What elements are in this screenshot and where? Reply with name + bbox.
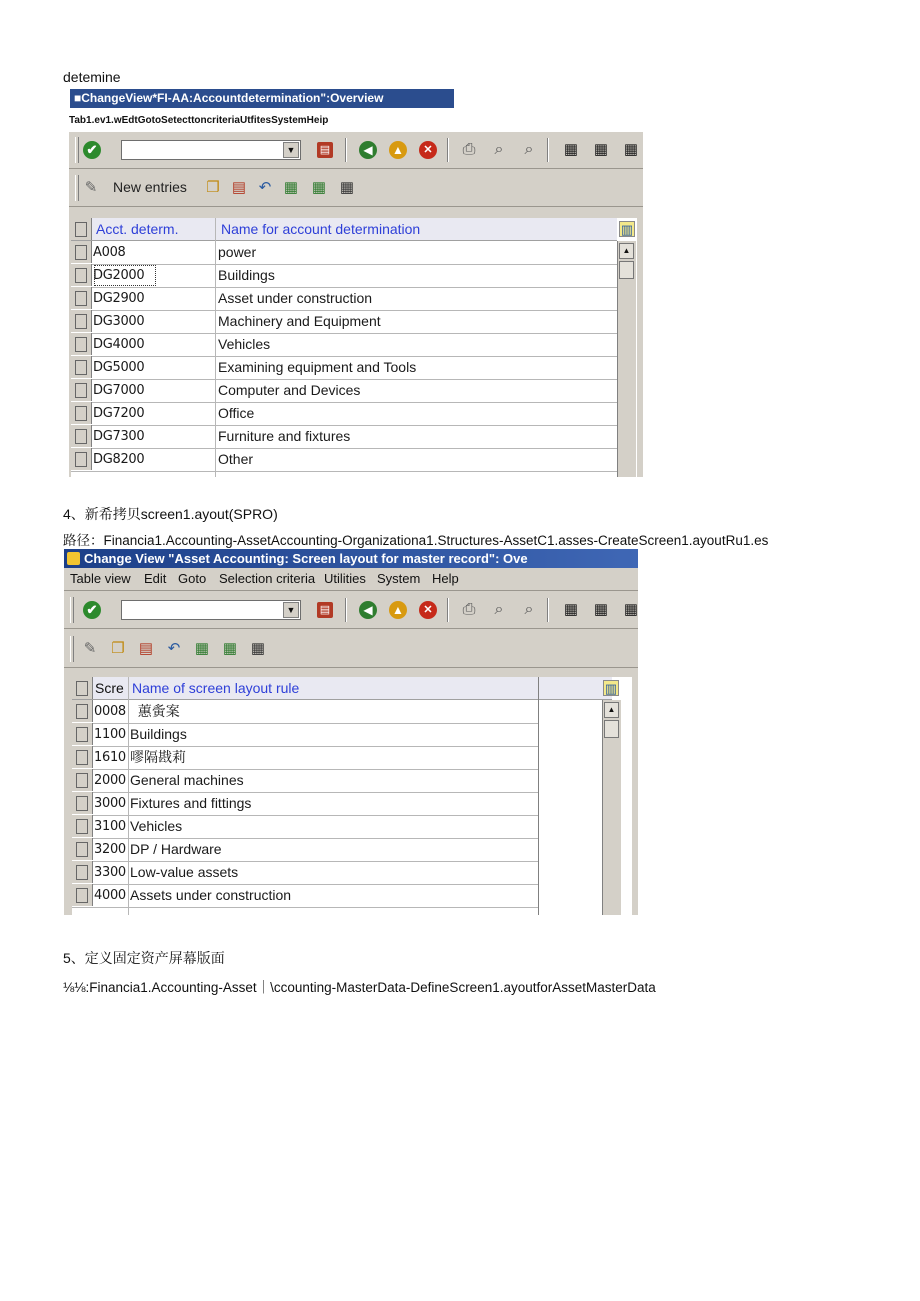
row-name[interactable]: 嘐隔戡莉 (130, 749, 186, 765)
find-icon[interactable]: ⌕ (494, 141, 504, 158)
row-name[interactable]: General machines (130, 772, 244, 788)
row-name[interactable]: 蕙夤案 (130, 703, 180, 719)
table-scrollbar[interactable] (602, 700, 621, 915)
menu-system[interactable]: System (377, 571, 421, 586)
cancel-icon[interactable]: ✕ (419, 601, 437, 619)
next-page-icon[interactable]: ▦ (623, 141, 639, 158)
command-field-dropdown-icon[interactable]: ▼ (283, 602, 299, 618)
row-selector[interactable] (72, 884, 93, 906)
toolbar-grip (75, 175, 79, 201)
toolbar-grip (70, 597, 74, 623)
copy-as-icon[interactable]: ❐ (111, 640, 125, 657)
exit-icon[interactable]: ▲ (389, 141, 407, 159)
delete-icon[interactable]: ▤ (138, 640, 154, 657)
column-settings-icon[interactable]: ▥ (604, 681, 618, 696)
row-key[interactable]: 3200 (94, 842, 126, 857)
row-key[interactable]: DG5000 (93, 360, 145, 375)
table-row[interactable] (71, 448, 617, 472)
row-key[interactable]: DG4000 (93, 337, 145, 352)
step4-heading: 4、新希拷贝screen1.ayout(SPRO) (63, 506, 278, 522)
first-page-icon[interactable]: ▦ (563, 141, 579, 158)
row-name[interactable]: Other (218, 451, 254, 467)
save-icon[interactable]: ▤ (317, 602, 333, 618)
find-next-icon[interactable]: ⌕ (524, 141, 534, 158)
scroll-thumb[interactable] (619, 261, 634, 279)
row-key[interactable]: 2000 (94, 773, 126, 788)
column-settings-icon[interactable]: ▥ (620, 222, 634, 237)
row-name[interactable]: Vehicles (130, 818, 183, 834)
scroll-up-icon[interactable]: ▲ (619, 243, 634, 259)
row-name[interactable]: Asset under construction (218, 290, 373, 306)
shot2-window (64, 549, 638, 915)
row-selector[interactable] (71, 264, 92, 286)
row-name[interactable]: Computer and Devices (218, 382, 361, 398)
row-name[interactable]: Machinery and Equipment (218, 313, 381, 329)
column-header-screen[interactable]: Scre (95, 680, 124, 696)
row-key[interactable]: DG7200 (93, 406, 145, 421)
shot1-menu-line: Tab1.ev1.wEdtGotoSetecttoncriteriaUtfitesSystemHeip (69, 115, 329, 126)
command-field-dropdown-icon[interactable]: ▼ (283, 142, 299, 158)
table-row[interactable] (71, 310, 617, 334)
table-row[interactable] (71, 379, 617, 403)
row-name[interactable]: Furniture and fixtures (218, 428, 351, 444)
row-key[interactable]: 1610 (94, 750, 126, 765)
row-key[interactable]: 3300 (94, 865, 126, 880)
table-row[interactable] (71, 264, 617, 288)
row-name[interactable]: Office (218, 405, 255, 421)
previous-page-icon[interactable]: ▦ (593, 601, 609, 618)
shot2-title-text: Change View "Asset Accounting: Screen layout for master record": Ove (84, 551, 528, 566)
row-selector[interactable] (71, 425, 92, 447)
row-key[interactable]: DG2000 (93, 264, 157, 287)
row-selector[interactable] (72, 700, 93, 722)
table-row[interactable] (71, 287, 617, 311)
table-row[interactable] (71, 356, 617, 380)
row-name[interactable]: DP / Hardware (130, 841, 222, 857)
pencil-icon[interactable]: ✎ (84, 179, 98, 196)
step5-path: ⅛⅛:Financia1.Accounting-Asset｜\ccounting-MasterData-DefineScreen1.ayoutforAssetMasterData (63, 980, 656, 995)
shot1-title-bar: ■ChangeView*FI-AA:Accountdetermination":Overview (70, 89, 454, 108)
find-icon[interactable]: ⌕ (494, 601, 504, 618)
row-selector[interactable] (71, 379, 92, 401)
step4-path: 路径：Financia1.Accounting-AssetAccounting-Organizationa1.Structures-AssetC1.asses-CreateScreen1.ayoutRu1.es (63, 533, 769, 548)
row-name[interactable]: Assets under construction (130, 887, 292, 903)
select-block-icon[interactable]: ▦ (222, 640, 238, 657)
row-selector[interactable] (72, 861, 93, 883)
scroll-up-icon[interactable]: ▲ (604, 702, 619, 718)
table-header (72, 677, 612, 700)
table-row[interactable] (72, 746, 538, 770)
row-selector[interactable] (72, 723, 93, 745)
shot1-window (69, 132, 643, 477)
table-scrollbar[interactable] (617, 241, 636, 477)
row-key[interactable]: DG7300 (93, 429, 145, 444)
row-key[interactable]: DG3000 (93, 314, 145, 329)
row-key[interactable]: DG7000 (93, 383, 145, 398)
menu-edit[interactable]: Edit (144, 571, 167, 586)
row-selector[interactable] (71, 287, 92, 309)
shot2-menu-bar (64, 568, 638, 591)
table-row[interactable] (72, 792, 538, 816)
row-selector[interactable] (71, 333, 92, 355)
deselect-all-icon[interactable]: ▦ (339, 179, 355, 196)
row-key[interactable]: 4000 (94, 888, 126, 903)
shot2-application-toolbar (64, 631, 638, 668)
deselect-all-icon[interactable]: ▦ (250, 640, 266, 657)
sap-window-icon (67, 552, 80, 565)
row-selector[interactable] (72, 838, 93, 860)
row-selector[interactable] (71, 402, 92, 424)
shot2-standard-toolbar (64, 592, 638, 629)
shot2-title-bar (64, 549, 638, 568)
row-key[interactable]: 1100 (94, 727, 126, 742)
table-row[interactable] (72, 861, 538, 885)
find-next-icon[interactable]: ⌕ (524, 601, 534, 618)
column-header-name[interactable]: Name for account determination (221, 221, 421, 237)
copy-as-icon[interactable]: ❐ (206, 179, 220, 196)
cancel-icon[interactable]: ✕ (419, 141, 437, 159)
table-row[interactable] (72, 884, 538, 908)
first-page-icon[interactable]: ▦ (563, 601, 579, 618)
delete-icon[interactable]: ▤ (231, 179, 247, 196)
menu-help[interactable]: Help (432, 571, 459, 586)
row-name[interactable]: power (218, 244, 257, 260)
command-field[interactable] (121, 140, 301, 160)
table-row[interactable] (72, 815, 538, 839)
row-name[interactable]: Examining equipment and Tools (218, 359, 417, 375)
row-key[interactable]: 3000 (94, 796, 126, 811)
heading-word: detemine (63, 69, 121, 85)
table-row[interactable] (71, 425, 617, 449)
undo-icon[interactable]: ↶ (167, 640, 181, 657)
pencil-icon[interactable]: ✎ (83, 640, 97, 657)
row-key[interactable]: DG2900 (93, 291, 145, 306)
row-selector[interactable] (71, 356, 92, 378)
next-page-icon[interactable]: ▦ (623, 601, 638, 618)
menu-goto[interactable]: Goto (178, 571, 207, 586)
save-icon[interactable]: ▤ (317, 142, 333, 158)
toolbar-grip (70, 636, 74, 662)
row-name[interactable]: Buildings (130, 726, 187, 742)
table-row[interactable] (72, 838, 538, 862)
row-name[interactable]: Vehicles (218, 336, 271, 352)
exit-icon[interactable]: ▲ (389, 601, 407, 619)
previous-page-icon[interactable]: ▦ (593, 141, 609, 158)
new-entries-button[interactable]: New entries (113, 179, 187, 195)
table-row[interactable] (72, 769, 538, 793)
menu-selection-criteria[interactable]: Selection criteria (219, 571, 316, 586)
step5-heading: 5、定义固定资产屏幕版面 (63, 950, 225, 966)
scroll-thumb[interactable] (604, 720, 619, 738)
column-header-acct-determ[interactable]: Acct. determ. (96, 221, 179, 237)
row-name[interactable]: Fixtures and fittings (130, 795, 252, 811)
table-header (71, 218, 617, 241)
row-name[interactable]: Buildings (218, 267, 275, 283)
print-icon[interactable]: ⎙ (462, 141, 476, 158)
row-selector[interactable] (72, 769, 93, 791)
menu-table-view[interactable]: Table view (70, 571, 131, 586)
toolbar-grip (75, 137, 79, 163)
row-name[interactable]: Low-value assets (130, 864, 239, 880)
table-row[interactable] (71, 241, 617, 265)
row-selector[interactable] (72, 792, 93, 814)
print-icon[interactable]: ⎙ (462, 601, 476, 618)
column-header-name[interactable]: Name of screen layout rule (132, 680, 300, 696)
row-selector[interactable] (72, 746, 93, 768)
table-row[interactable] (71, 333, 617, 357)
row-key[interactable]: DG8200 (93, 452, 145, 467)
row-selector[interactable] (71, 310, 92, 332)
undo-icon[interactable]: ↶ (258, 179, 272, 196)
row-key[interactable]: 3100 (94, 819, 126, 834)
table-row[interactable] (72, 723, 538, 747)
row-selector[interactable] (72, 815, 93, 837)
shot1-table (71, 218, 637, 477)
shot1-application-toolbar (69, 170, 643, 207)
select-all-icon[interactable]: ▦ (194, 640, 210, 657)
shot2-table (72, 677, 632, 915)
back-icon[interactable]: ◀ (359, 601, 377, 619)
back-icon[interactable]: ◀ (359, 141, 377, 159)
enter-icon[interactable]: ✔ (83, 601, 101, 619)
row-selector[interactable] (71, 448, 92, 470)
select-block-icon[interactable]: ▦ (311, 179, 327, 196)
row-key[interactable]: A008 (93, 245, 126, 260)
enter-icon[interactable]: ✔ (83, 141, 101, 159)
command-field[interactable] (121, 600, 301, 620)
table-row[interactable] (72, 700, 538, 724)
table-row[interactable] (71, 402, 617, 426)
row-selector[interactable] (71, 241, 92, 263)
row-key[interactable]: 0008 (94, 704, 126, 719)
shot1-standard-toolbar (69, 132, 643, 169)
menu-utilities[interactable]: Utilities (324, 571, 366, 586)
select-all-icon[interactable]: ▦ (283, 179, 299, 196)
